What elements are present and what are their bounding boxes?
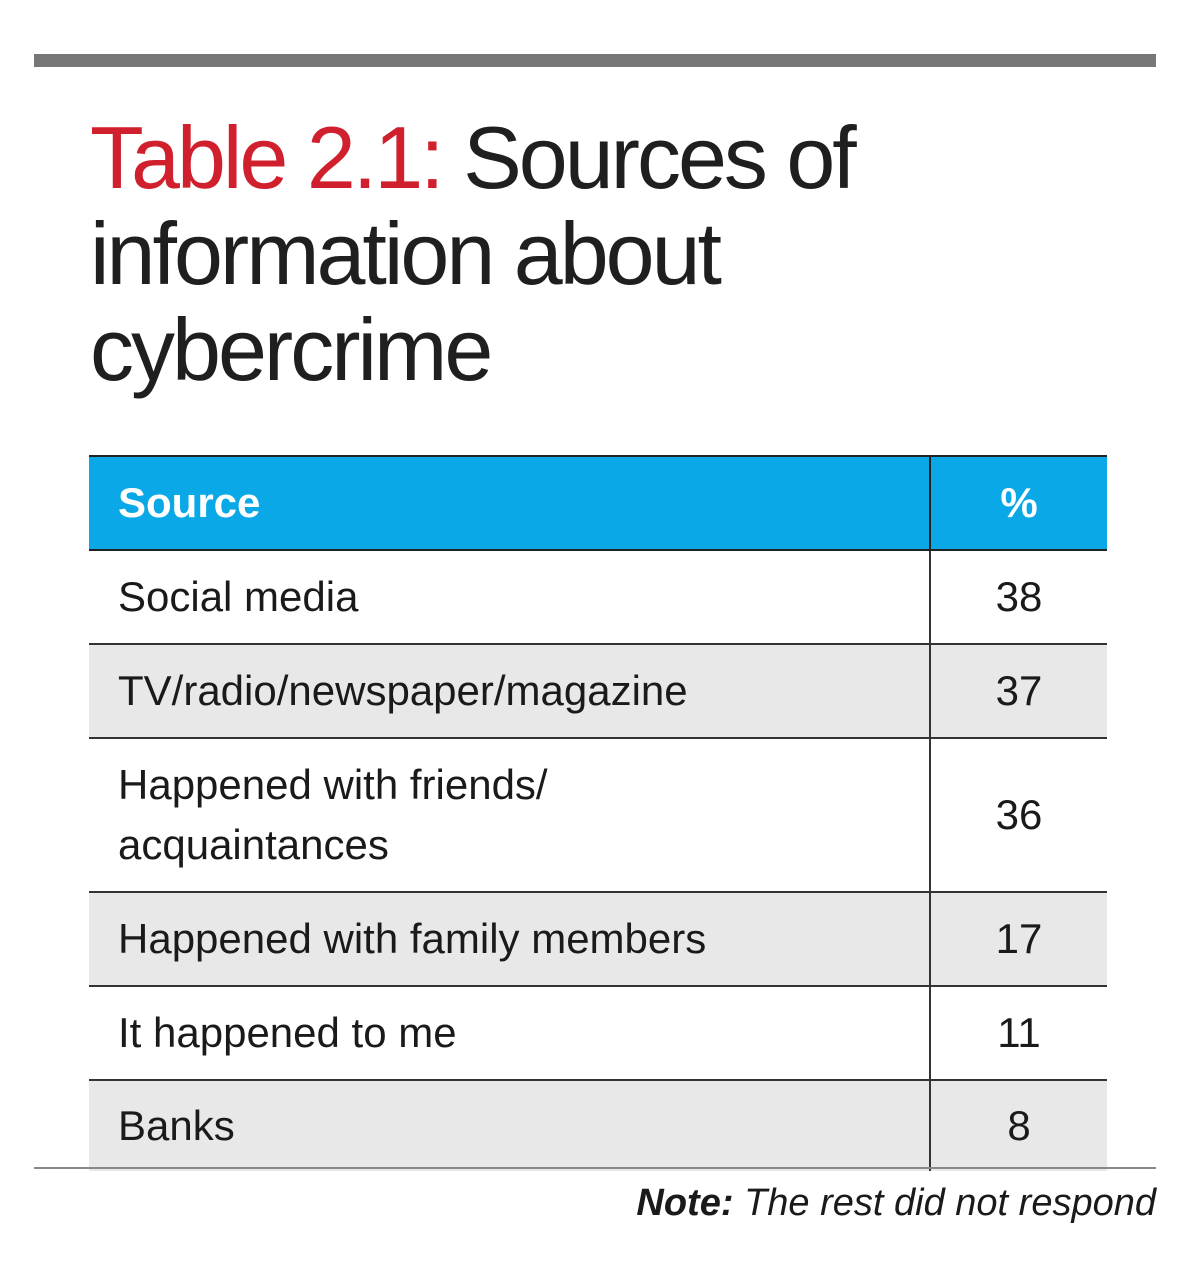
row-source-text: Happened with friends/ acquaintances	[118, 761, 548, 868]
footnote	[636, 1182, 1156, 1225]
header-percent: %	[930, 456, 1107, 550]
row-percent: 11	[930, 986, 1107, 1080]
row-percent: 36	[930, 738, 1107, 892]
row-percent: 38	[930, 550, 1107, 644]
row-percent: 8	[930, 1080, 1107, 1171]
table-number-label: Table 2.1:	[90, 108, 442, 207]
table-row	[89, 550, 1107, 644]
row-percent: 37	[930, 644, 1107, 738]
header-source: Source	[89, 456, 930, 550]
note-label: Note:	[636, 1182, 734, 1224]
table-row	[89, 644, 1107, 738]
table-header-row	[89, 456, 1107, 550]
table-row	[89, 738, 1107, 892]
row-percent: 17	[930, 892, 1107, 986]
row-source: It happened to me	[89, 986, 930, 1080]
row-source: Social media	[89, 550, 930, 644]
table-row	[89, 1080, 1107, 1171]
table-row	[89, 892, 1107, 986]
row-source: TV/radio/newspaper/magazine	[89, 644, 930, 738]
row-source: Banks	[89, 1080, 930, 1171]
row-source	[89, 738, 930, 892]
bottom-rule	[34, 1167, 1156, 1169]
table-title-text: Sources of information about cybercrime	[90, 108, 854, 399]
table-row	[89, 986, 1107, 1080]
note-text: The rest did not respond	[744, 1182, 1156, 1224]
row-source: Happened with family members	[89, 892, 930, 986]
page-title	[90, 110, 990, 398]
top-rule	[34, 54, 1156, 67]
sources-table	[89, 455, 1107, 1171]
